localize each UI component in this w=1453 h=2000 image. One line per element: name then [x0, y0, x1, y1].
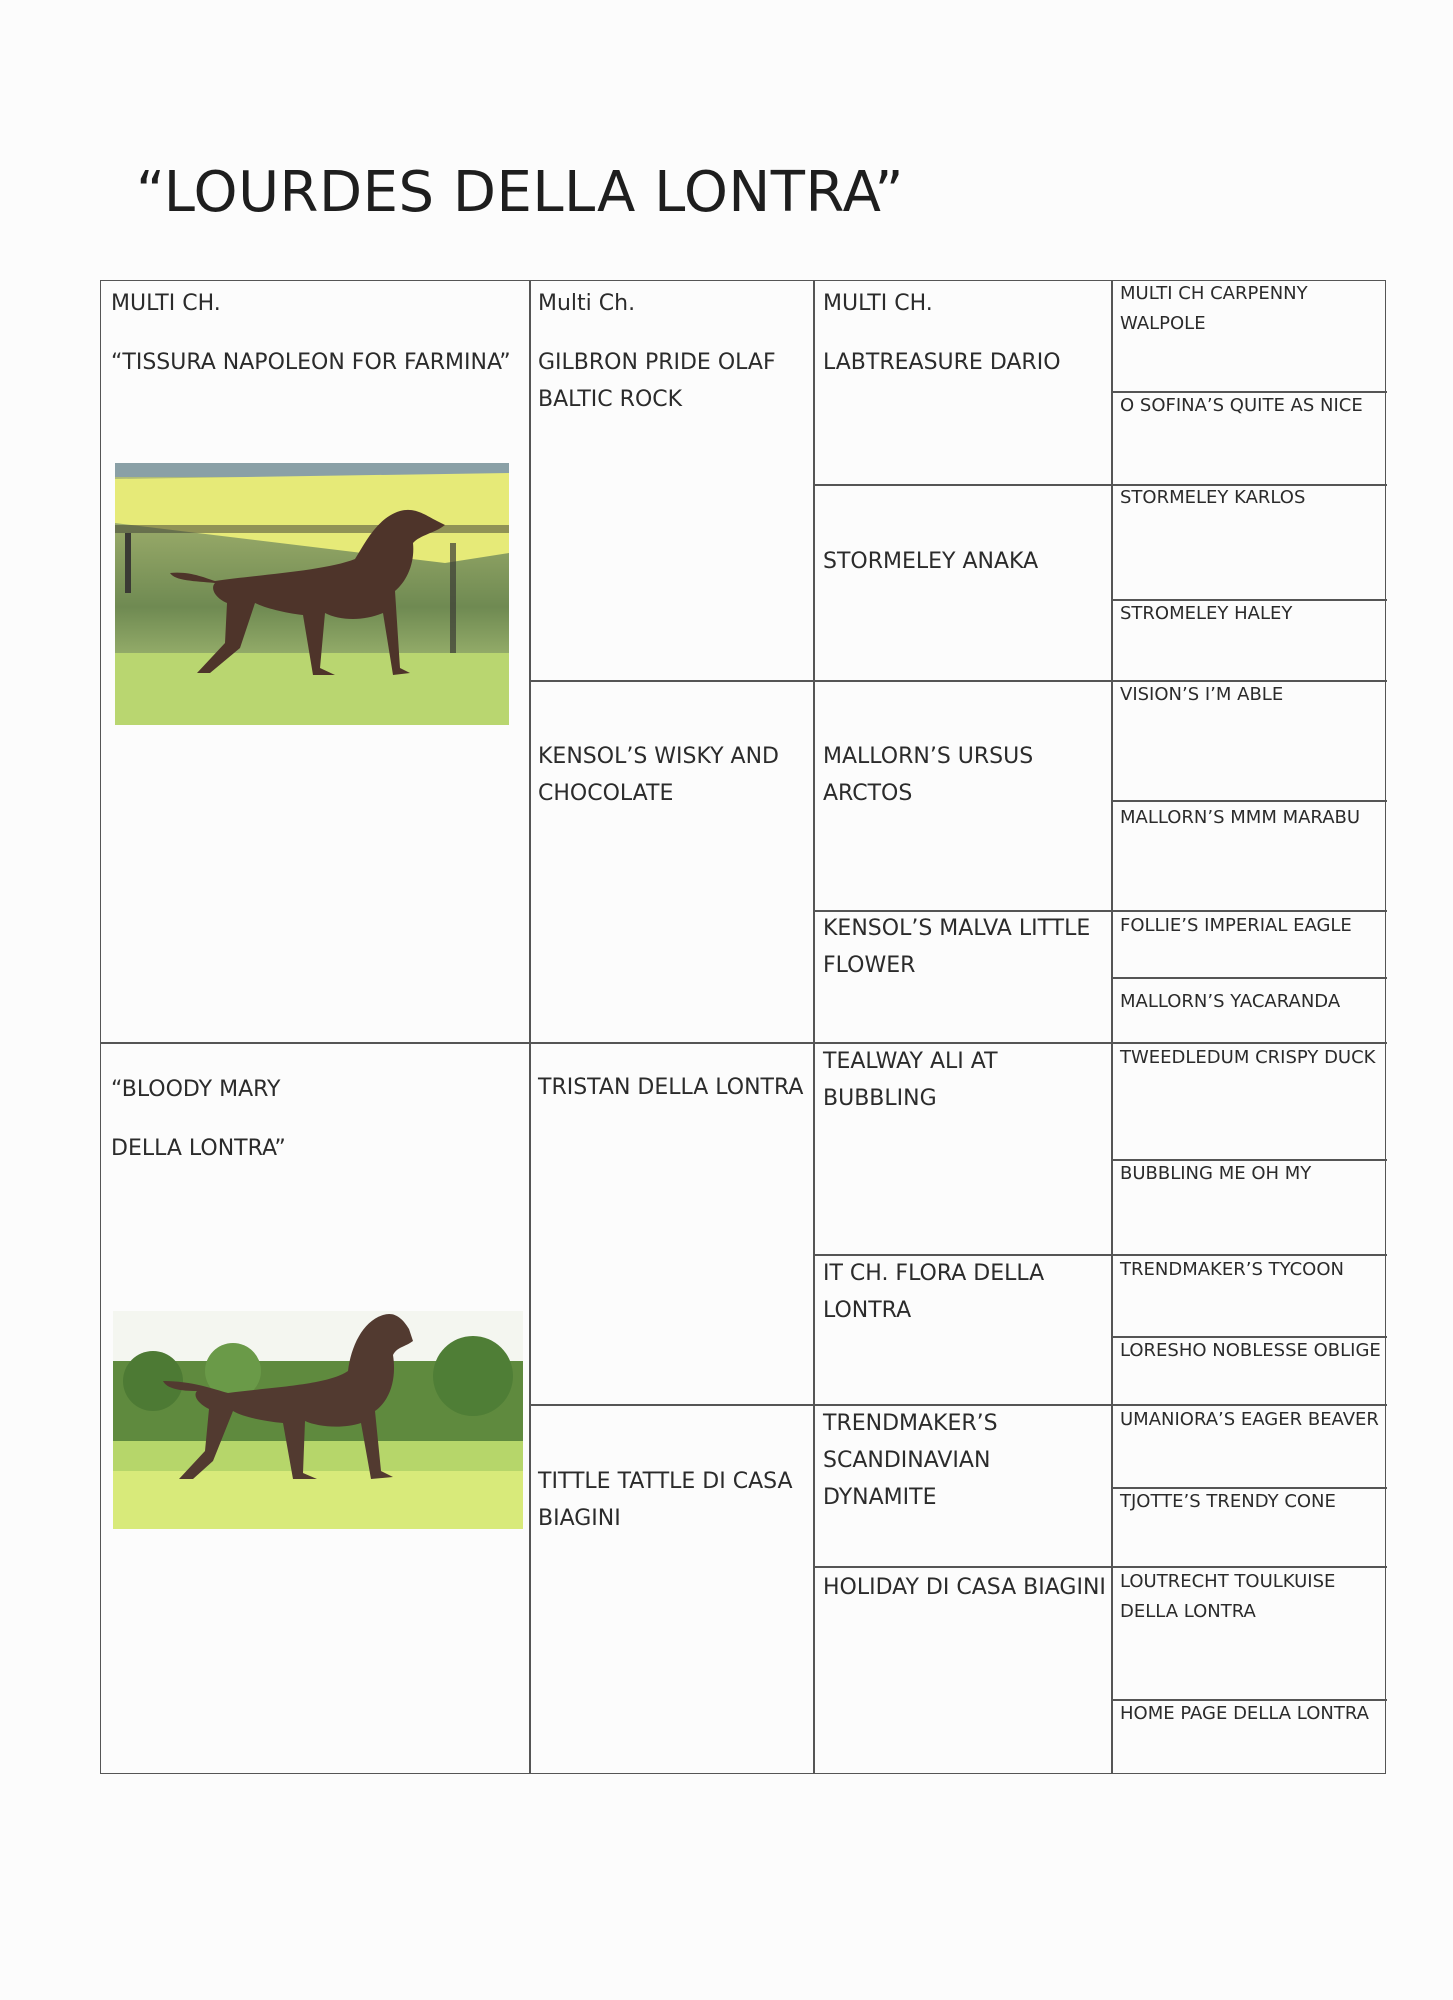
gen3-ddd-cell [823, 1569, 1108, 1606]
gen3-sss-title: MULTI CH. [823, 291, 933, 316]
gen4-cell [1120, 911, 1384, 941]
gen4-cell [1120, 483, 1384, 513]
row-divider [1111, 800, 1387, 802]
gen3-dss-name-line1: TEALWAY ALI AT [823, 1049, 998, 1074]
dam-photo [113, 1311, 523, 1529]
sire-cell [111, 285, 521, 381]
sire-sire-name-line2: BALTIC ROCK [538, 387, 683, 412]
dam-sire-cell [538, 1069, 810, 1106]
gen4-name: BUBBLING ME OH MY [1120, 1163, 1312, 1184]
gen3-ssd-name: STORMELEY ANAKA [823, 549, 1039, 574]
column-divider [529, 281, 531, 1773]
gen3-dds-name-line3: DYNAMITE [823, 1485, 937, 1510]
column-divider [813, 281, 815, 1773]
sire-sire-title: Multi Ch. [538, 291, 636, 316]
gen4-cell [1120, 1487, 1384, 1517]
gen4-name: TWEEDLEDUM CRISPY DUCK [1120, 1047, 1376, 1068]
gen3-dds-name-line2: SCANDINAVIAN [823, 1448, 991, 1473]
sire-dam-cell [538, 738, 810, 812]
dam-sire-name: TRISTAN DELLA LONTRA [538, 1075, 804, 1100]
gen4-name-line2: DELLA LONTRA [1120, 1601, 1256, 1622]
dam-cell [111, 1071, 521, 1167]
gen4-name: HOME PAGE DELLA LONTRA [1120, 1703, 1369, 1724]
gen4-cell [1120, 1567, 1384, 1627]
gen4-cell [1120, 1699, 1384, 1729]
gen3-sdd-name-line1: KENSOL’S MALVA LITTLE [823, 916, 1091, 941]
gen4-cell [1120, 1043, 1384, 1073]
gen4-name: O SOFINA’S QUITE AS NICE [1120, 395, 1363, 416]
gen4-name: STORMELEY KARLOS [1120, 487, 1306, 508]
gen4-cell [1120, 987, 1384, 1017]
gen4-cell [1120, 391, 1384, 421]
chocolate-labrador-photo [115, 463, 509, 725]
gen3-ssd-cell [823, 543, 1108, 580]
gen3-sss-cell [823, 285, 1108, 381]
dam-name-line1: “BLOODY MARY [111, 1077, 281, 1102]
gen4-cell [1120, 1405, 1384, 1435]
gen3-dss-name-line2: BUBBLING [823, 1086, 937, 1111]
gen4-name: VISION’S I’M ABLE [1120, 684, 1284, 705]
gen4-name: LORESHO NOBLESSE OBLIGE [1120, 1340, 1381, 1361]
gen3-ddd-name: HOLIDAY DI CASA BIAGINI [823, 1575, 1106, 1600]
gen3-dsd-cell [823, 1255, 1108, 1329]
gen4-name-line1: LOUTRECHT TOULKUISE [1120, 1571, 1336, 1592]
gen4-name: MALLORN’S MMM MARABU [1120, 807, 1361, 828]
gen4-name: UMANIORA’S EAGER BEAVER [1120, 1409, 1379, 1430]
sire-name: “TISSURA NAPOLEON FOR FARMINA” [111, 350, 511, 375]
gen3-dds-name-line1: TRENDMAKER’S [823, 1411, 998, 1436]
gen3-dss-cell [823, 1043, 1108, 1117]
gen4-cell [1120, 279, 1384, 339]
gen4-name: TRENDMAKER’S TYCOON [1120, 1259, 1344, 1280]
pedigree-table [100, 280, 1386, 1774]
gen4-name: STROMELEY HALEY [1120, 603, 1293, 624]
gen4-name: FOLLIE’S IMPERIAL EAGLE [1120, 915, 1352, 936]
gen3-dds-cell [823, 1405, 1108, 1516]
column-divider [1111, 281, 1113, 1773]
dam-dam-cell [538, 1463, 810, 1537]
gen3-dsd-name-line1: IT CH. FLORA DELLA [823, 1261, 1045, 1286]
chocolate-labrador-photo [113, 1311, 523, 1529]
gen3-sdd-name-line2: FLOWER [823, 953, 916, 978]
pedigree-title: “LOURDES DELLA LONTRA” [136, 160, 905, 225]
gen4-cell [1120, 1336, 1384, 1366]
gen4-cell [1120, 803, 1384, 833]
gen4-name: TJOTTE’S TRENDY CONE [1120, 1491, 1336, 1512]
gen4-cell [1120, 1159, 1384, 1189]
row-divider [1111, 977, 1387, 979]
gen4-cell [1120, 599, 1384, 629]
sire-dam-name-line2: CHOCOLATE [538, 781, 674, 806]
sire-photo [115, 463, 509, 725]
gen3-sds-cell [823, 738, 1108, 812]
gen3-sds-name-line1: MALLORN’S URSUS [823, 744, 1034, 769]
gen3-sds-name-line2: ARCTOS [823, 781, 913, 806]
gen4-cell [1120, 680, 1384, 710]
sire-sire-cell [538, 285, 810, 418]
gen4-name: MALLORN’S YACARANDA [1120, 991, 1341, 1012]
dam-dam-name-line1: TITTLE TATTLE DI CASA [538, 1469, 793, 1494]
sire-title: MULTI CH. [111, 291, 221, 316]
sire-sire-name-line1: GILBRON PRIDE OLAF [538, 350, 776, 375]
gen4-name-line1: MULTI CH CARPENNY [1120, 283, 1308, 304]
gen3-sss-name: LABTREASURE DARIO [823, 350, 1061, 375]
dam-dam-name-line2: BIAGINI [538, 1506, 621, 1531]
sire-dam-name-line1: KENSOL’S WISKY AND [538, 744, 780, 769]
gen4-cell [1120, 1255, 1384, 1285]
gen3-dsd-name-line2: LONTRA [823, 1298, 912, 1323]
gen4-name-line2: WALPOLE [1120, 313, 1206, 334]
dam-name-line2: DELLA LONTRA” [111, 1136, 286, 1161]
gen3-sdd-cell [823, 910, 1108, 984]
